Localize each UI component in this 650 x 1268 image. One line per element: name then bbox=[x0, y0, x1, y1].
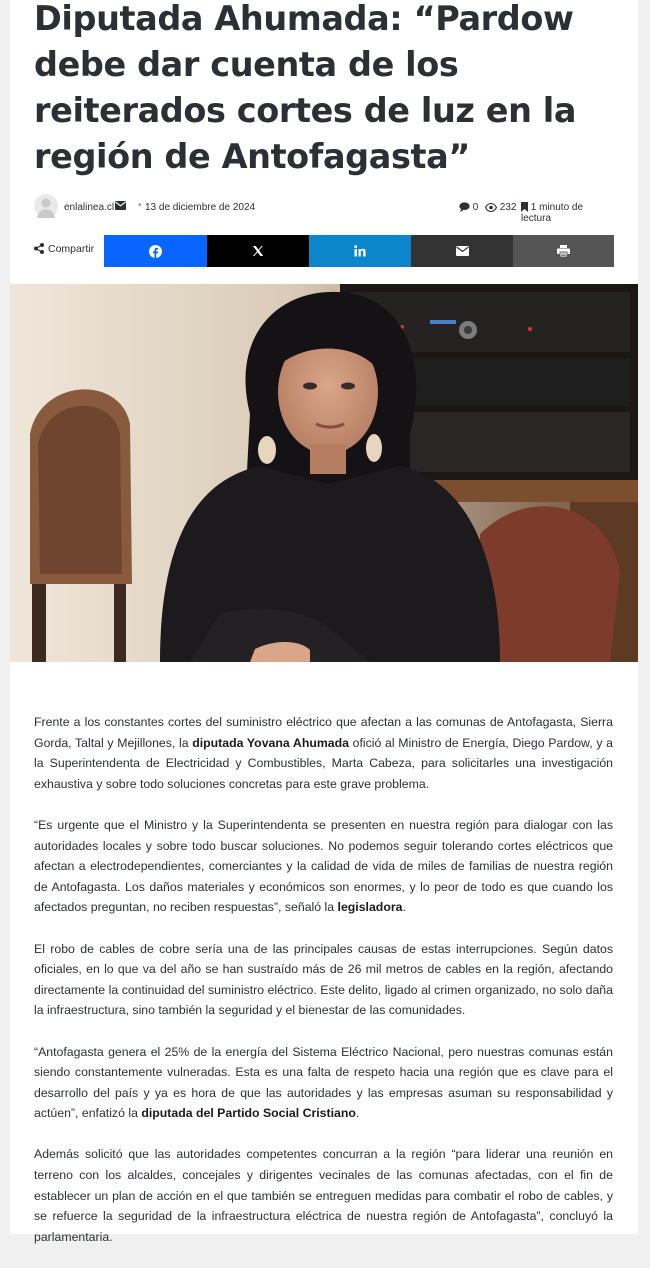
paragraph: “Es urgente que el Ministro y la Superintendenta se presenten en nuestra región para dialogar con las autoridades locales y sobre todo buscar soluciones. No podemos seguir tolerando cortes eléctricos que afectan a electrodependientes, comerciantes y la calidad de vida de miles de familias de nuestra región de Antofagasta. Los daños materiales y económicos son enormes, y lo peor de todo es que cuando los afectados preguntan, no reciben respuestas”, señaló la legisladora. bbox=[34, 817, 613, 915]
views-count bbox=[485, 202, 516, 213]
email-icon bbox=[456, 246, 469, 256]
bookmark-icon bbox=[521, 202, 528, 212]
comment-icon bbox=[459, 202, 470, 212]
comments-count[interactable] bbox=[459, 202, 478, 213]
article-card bbox=[10, 0, 638, 1244]
share-x-button[interactable] bbox=[207, 235, 309, 267]
featured-image bbox=[10, 284, 638, 662]
author-link[interactable]: enlalinea.cl bbox=[64, 202, 115, 213]
print-button[interactable] bbox=[513, 235, 614, 267]
print-icon bbox=[557, 245, 570, 257]
share-linkedin-button[interactable] bbox=[309, 235, 411, 267]
avatar[interactable] bbox=[34, 194, 58, 218]
share-bar bbox=[34, 235, 614, 267]
highlight: diputada del Partido Social Cristiano bbox=[141, 1106, 356, 1121]
eye-icon bbox=[485, 203, 497, 212]
share-email-button[interactable] bbox=[411, 235, 513, 267]
paragraph: “Antofagasta genera el 25% de la energía del Sistema Eléctrico Nacional, pero nuestras comunas están siendo constantemente vulneradas. Esta es una falta de respeto hacia una región que es clave para el desarrollo del país y ya es hora de que las autoridades y las empresas asuman su responsabilidad y actúen”, enfatizó la diputada del Partido Social Cristiano. bbox=[34, 1044, 613, 1121]
reading-time-value: 1 minuto de lectura bbox=[521, 202, 584, 224]
separator-dot: • bbox=[138, 200, 142, 211]
article-title: Diputada Ahumada: “Pardow debe dar cuenta de los reiterados cortes de luz en la región de Antofagasta” bbox=[34, 0, 577, 176]
paragraph: Frente a los constantes cortes del suministro eléctrico que afectan a las comunas de Antofagasta, Sierra Gorda, Taltal y Mejillones, la diputada Yovana Ahumada ofició al Ministro de Energía, Diego Pardow, y a la Superintendenta de Electricidad y Combustibles, Marta Cabeza, para solicitarles una investigación exhaustiva y sobre todo soluciones concretas para este grave problema. bbox=[34, 715, 613, 791]
facebook-icon bbox=[149, 245, 162, 258]
article-meta bbox=[34, 194, 614, 224]
comments-value: 0 bbox=[472, 202, 479, 213]
share-facebook-button[interactable] bbox=[104, 235, 207, 267]
article-body bbox=[34, 712, 613, 1268]
share-icon bbox=[34, 243, 44, 254]
x-icon bbox=[252, 245, 264, 257]
share-label bbox=[34, 243, 94, 255]
highlight: diputada Yovana Ahumada bbox=[192, 735, 349, 750]
share-label-text: Compartir bbox=[48, 243, 95, 255]
publish-date: 13 de diciembre de 2024 bbox=[145, 202, 256, 213]
highlight: legisladora bbox=[337, 900, 403, 915]
views-value: 232 bbox=[499, 202, 517, 213]
linkedin-icon bbox=[354, 245, 366, 257]
reading-time bbox=[521, 202, 614, 224]
portrait-photo bbox=[10, 284, 638, 662]
paragraph: Además solicitó que las autoridades competentes concurran a la región “para liderar una reunión en terreno con los alcaldes, concejales y dirigentes vecinales de las comunas afectadas, con el fin de establecer un plan de acción en el que también se entreguen medidas para combatir el robo de cables, y se refuerce la seguridad de la infraestructura eléctrica de nuestra región de Antofagasta”, concluyó la parlamentaria. bbox=[34, 1147, 613, 1244]
paragraph: El robo de cables de cobre sería una de las principales causas de estas interrupciones. Según datos oficiales, en lo que va del año se han sustraído más de 26 mil metros de cables en la región, afectando directamente la continuidad del suministro eléctrico. Este delito, ligado al crimen organizado, no solo daña la infraestructura, sino también la seguridad y el bienestar de las comunidades. bbox=[34, 941, 613, 1018]
author-email-icon[interactable] bbox=[115, 200, 127, 212]
